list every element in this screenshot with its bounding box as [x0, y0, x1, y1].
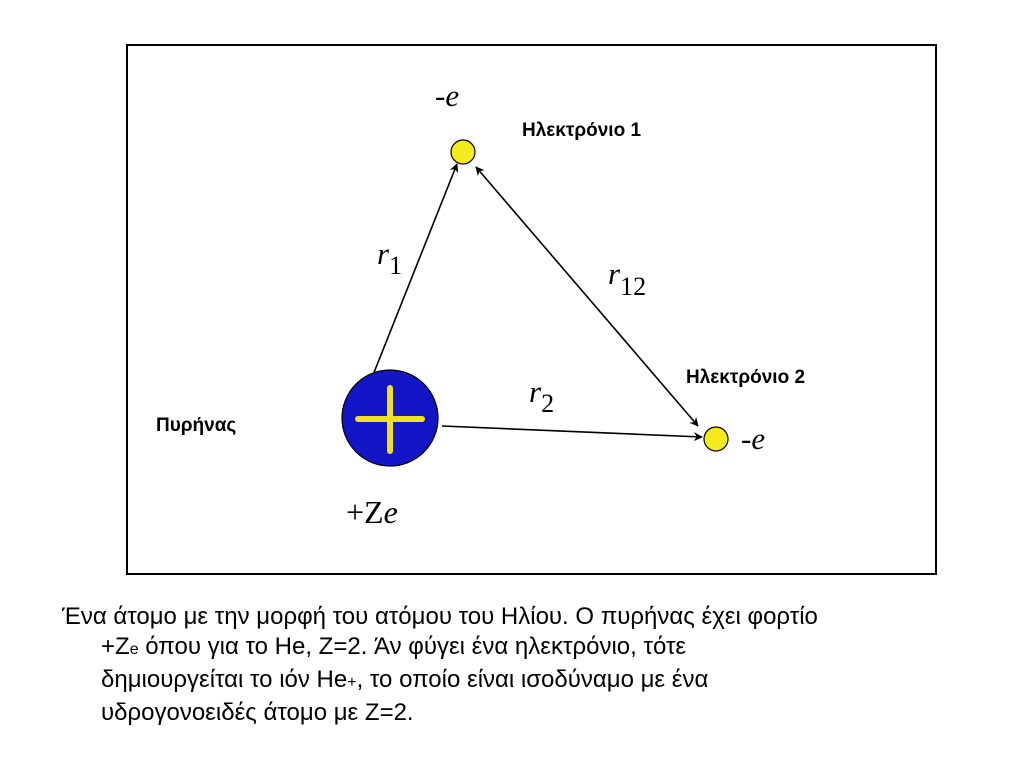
electron-1 [451, 140, 475, 164]
electron-2-label: Ηλεκτρόνιο 2 [686, 367, 806, 388]
r2-arrow [442, 426, 702, 437]
electron-2-charge: -e [741, 421, 766, 456]
electron-1-label: Ηλεκτρόνιο 1 [522, 120, 642, 141]
nucleus-label: Πυρήνας [156, 415, 237, 436]
electron-1-charge: -e [435, 78, 460, 113]
caption-line-3: δημιουργείται το ιόν He+, το οποίο είναι ισοδύναμο με ένα [101, 666, 709, 693]
r12-arrow [476, 167, 698, 426]
caption-line-2: +Ze όπου για το He, Z=2. Άν φύγει ένα ηλεκτρόνιο, τότε [101, 633, 687, 660]
caption-line-1: Ένα άτομο με την μορφή του ατόμου του Ηλίου. Ο πυρήνας έχει φορτίο [62, 603, 818, 630]
caption-line-4: υδρογονοειδές άτομο με Z=2. [101, 699, 414, 726]
r12-label: $r_{12}$ [608, 256, 647, 301]
electron-2 [704, 427, 728, 451]
r2-label: $r_2$ [529, 374, 555, 418]
nucleus-charge: +Ze [346, 494, 398, 530]
caption [62, 602, 992, 728]
r1-label: $r_1$ [377, 236, 403, 280]
